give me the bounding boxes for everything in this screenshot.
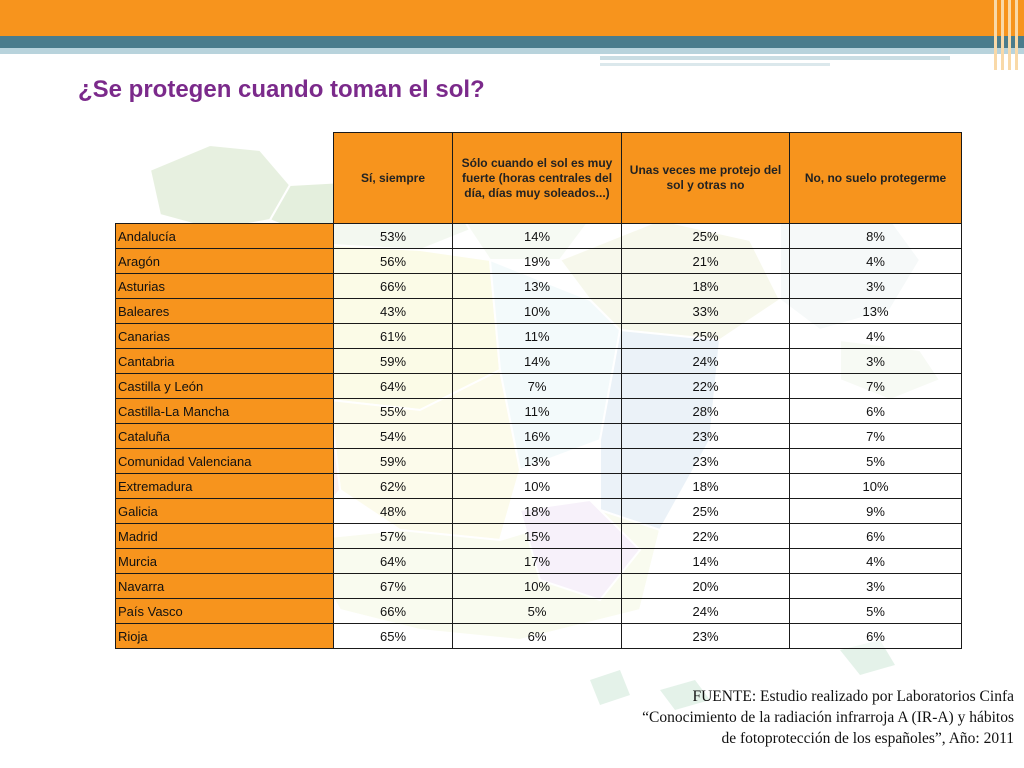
table-row — [116, 624, 962, 649]
table-row — [116, 374, 962, 399]
region-cell: Castilla-La Mancha — [116, 399, 334, 424]
header-solo-sol-fuerte: Sólo cuando el sol es muy fuerte (horas centrales del día, días muy soleados...) — [453, 133, 622, 224]
table-row — [116, 399, 962, 424]
value-cell: 16% — [453, 424, 622, 449]
value-cell: 15% — [453, 524, 622, 549]
region-cell: Castilla y León — [116, 374, 334, 399]
value-cell: 14% — [622, 549, 790, 574]
region-cell: Andalucía — [116, 224, 334, 249]
value-cell: 54% — [334, 424, 453, 449]
source-note — [534, 686, 1014, 749]
value-cell: 23% — [622, 424, 790, 449]
value-cell: 66% — [334, 599, 453, 624]
value-cell: 10% — [790, 474, 962, 499]
value-cell: 13% — [790, 299, 962, 324]
source-line: de fotoprotección de los españoles”, Año: 2011 — [721, 730, 1014, 747]
header-unas-veces: Unas veces me protejo del sol y otras no — [622, 133, 790, 224]
value-cell: 28% — [622, 399, 790, 424]
value-cell: 13% — [453, 449, 622, 474]
value-cell: 56% — [334, 249, 453, 274]
header-no-protege: No, no suelo protegerme — [790, 133, 962, 224]
value-cell: 19% — [453, 249, 622, 274]
value-cell: 25% — [622, 499, 790, 524]
value-cell: 6% — [790, 399, 962, 424]
slide-title: ¿Se protegen cuando toman el sol? — [78, 76, 485, 103]
value-cell: 10% — [453, 574, 622, 599]
header-siempre: Sí, siempre — [334, 133, 453, 224]
value-cell: 23% — [622, 624, 790, 649]
table-row — [116, 249, 962, 274]
value-cell: 55% — [334, 399, 453, 424]
region-cell: Navarra — [116, 574, 334, 599]
value-cell: 11% — [453, 399, 622, 424]
value-cell: 10% — [453, 299, 622, 324]
value-cell: 9% — [790, 499, 962, 524]
value-cell: 22% — [622, 374, 790, 399]
value-cell: 3% — [790, 274, 962, 299]
value-cell: 11% — [453, 324, 622, 349]
region-cell: Comunidad Valenciana — [116, 449, 334, 474]
table-row — [116, 299, 962, 324]
table-row — [116, 424, 962, 449]
value-cell: 18% — [622, 474, 790, 499]
value-cell: 7% — [453, 374, 622, 399]
table-row — [116, 599, 962, 624]
region-cell: Canarias — [116, 324, 334, 349]
region-cell: Murcia — [116, 549, 334, 574]
region-cell: Extremadura — [116, 474, 334, 499]
value-cell: 8% — [790, 224, 962, 249]
value-cell: 6% — [790, 624, 962, 649]
value-cell: 6% — [790, 524, 962, 549]
header-bar — [0, 0, 1024, 36]
value-cell: 7% — [790, 424, 962, 449]
table-header-row — [116, 133, 962, 224]
value-cell: 25% — [622, 224, 790, 249]
value-cell: 64% — [334, 549, 453, 574]
table-row — [116, 349, 962, 374]
region-cell: Galicia — [116, 499, 334, 524]
table-row — [116, 224, 962, 249]
header-stripe — [0, 36, 1024, 48]
value-cell: 64% — [334, 374, 453, 399]
value-cell: 57% — [334, 524, 453, 549]
value-cell: 59% — [334, 449, 453, 474]
header-stripe-light — [0, 48, 1024, 54]
value-cell: 25% — [622, 324, 790, 349]
value-cell: 65% — [334, 624, 453, 649]
header-corner — [116, 133, 334, 224]
table-row — [116, 549, 962, 574]
value-cell: 4% — [790, 549, 962, 574]
value-cell: 3% — [790, 349, 962, 374]
value-cell: 4% — [790, 324, 962, 349]
value-cell: 5% — [790, 449, 962, 474]
region-cell: Aragón — [116, 249, 334, 274]
value-cell: 33% — [622, 299, 790, 324]
value-cell: 53% — [334, 224, 453, 249]
value-cell: 61% — [334, 324, 453, 349]
value-cell: 67% — [334, 574, 453, 599]
value-cell: 20% — [622, 574, 790, 599]
table-row — [116, 499, 962, 524]
table-row — [116, 574, 962, 599]
table-row — [116, 274, 962, 299]
value-cell: 6% — [453, 624, 622, 649]
decorative-vertical-lines — [990, 0, 1024, 70]
table-row — [116, 474, 962, 499]
value-cell: 48% — [334, 499, 453, 524]
value-cell: 10% — [453, 474, 622, 499]
region-cell: Cataluña — [116, 424, 334, 449]
value-cell: 59% — [334, 349, 453, 374]
value-cell: 18% — [453, 499, 622, 524]
value-cell: 3% — [790, 574, 962, 599]
region-cell: Cantabria — [116, 349, 334, 374]
source-line: FUENTE: Estudio realizado por Laboratorios Cinfa — [692, 688, 1014, 705]
value-cell: 18% — [622, 274, 790, 299]
value-cell: 22% — [622, 524, 790, 549]
value-cell: 17% — [453, 549, 622, 574]
region-cell: Madrid — [116, 524, 334, 549]
value-cell: 66% — [334, 274, 453, 299]
value-cell: 14% — [453, 224, 622, 249]
value-cell: 5% — [790, 599, 962, 624]
decorative-line — [600, 56, 950, 60]
table-row — [116, 449, 962, 474]
value-cell: 21% — [622, 249, 790, 274]
value-cell: 24% — [622, 349, 790, 374]
region-cell: País Vasco — [116, 599, 334, 624]
value-cell: 43% — [334, 299, 453, 324]
value-cell: 14% — [453, 349, 622, 374]
value-cell: 62% — [334, 474, 453, 499]
table-body — [116, 224, 962, 649]
value-cell: 5% — [453, 599, 622, 624]
value-cell: 13% — [453, 274, 622, 299]
source-line: “Conocimiento de la radiación infrarroja A (IR-A) y hábitos — [642, 709, 1014, 726]
value-cell: 23% — [622, 449, 790, 474]
region-cell: Asturias — [116, 274, 334, 299]
survey-table — [115, 132, 962, 649]
table-row — [116, 324, 962, 349]
value-cell: 4% — [790, 249, 962, 274]
table-row — [116, 524, 962, 549]
value-cell: 24% — [622, 599, 790, 624]
value-cell: 7% — [790, 374, 962, 399]
region-cell: Baleares — [116, 299, 334, 324]
region-cell: Rioja — [116, 624, 334, 649]
decorative-line — [600, 63, 830, 66]
